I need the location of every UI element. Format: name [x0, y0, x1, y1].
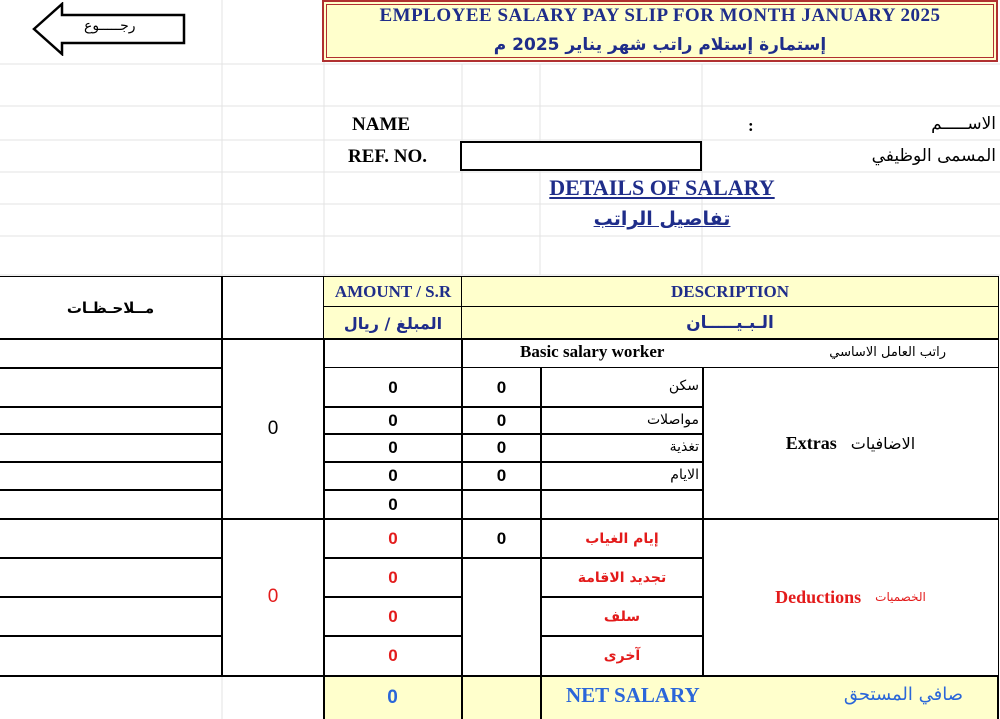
deduction-item-label: [540, 557, 704, 598]
name-label: NAME: [352, 114, 411, 135]
extras-qty-value: 0: [496, 410, 507, 430]
deductions-label-arabic: الخصميات: [875, 590, 926, 604]
extras-qty: [461, 489, 542, 520]
notes-cell[interactable]: [0, 406, 223, 435]
page-title-arabic: إستمارة إستلام راتب شهر يناير 2025 م: [493, 35, 827, 55]
extras-amount-value: 0: [388, 494, 398, 514]
extras-qty: [461, 406, 542, 435]
extras-amount: [323, 489, 463, 520]
extras-item-label: [540, 461, 704, 491]
deduction-amount: [323, 596, 463, 637]
ref-no-label: REF. NO.: [348, 146, 428, 167]
extras-qty-value: 0: [496, 466, 507, 485]
extras-qty-value: 0: [496, 377, 507, 397]
extras-amount: [323, 367, 463, 408]
extras-amount-value: 0: [388, 438, 398, 457]
back-button-label: رجـــــوع: [84, 18, 136, 34]
extras-amount-value: 0: [388, 410, 398, 430]
details-title: DETAILS OF SALARY: [549, 175, 775, 200]
extras-item-label: [540, 406, 704, 435]
extras-qty: [461, 461, 542, 491]
notes-header: مــلاحـظـات: [0, 276, 223, 340]
amount-header: AMOUNT / S.R: [323, 276, 463, 308]
notes-cell[interactable]: [0, 338, 223, 369]
extras-item-label: [540, 433, 704, 463]
deduction-qty-blank: [461, 557, 542, 676]
extras-category: [702, 367, 999, 520]
basic-salary-label: Basic salary worker: [520, 342, 665, 361]
extras-label: Extras: [785, 433, 837, 453]
extras-amount: [323, 406, 463, 435]
absence-days-qty-value: 0: [496, 528, 507, 548]
deduction-amount-value: 0: [388, 528, 398, 548]
deduction-item-label: [540, 635, 704, 676]
extras-amount: [323, 461, 463, 491]
basic-salary-label-arabic: راتب العامل الاساسي: [829, 345, 946, 360]
extras-item-text: تغذية: [669, 439, 699, 455]
deductions-total: [221, 518, 325, 676]
extras-total: [221, 338, 325, 520]
notes-cell[interactable]: [0, 433, 223, 463]
deductions-category: [702, 518, 999, 676]
deduction-item-text: تجديد الاقامة: [577, 569, 667, 586]
deduction-item-label: [540, 518, 704, 559]
notes-header-spacer: [221, 276, 325, 340]
extras-qty-value: 0: [496, 438, 507, 457]
notes-cell[interactable]: [0, 518, 223, 559]
extras-item-text: مواصلات: [646, 412, 699, 428]
net-amount-cell: [323, 675, 463, 719]
ref-no-field[interactable]: [460, 141, 702, 171]
deduction-amount: [323, 557, 463, 598]
extras-item-label: [540, 489, 704, 520]
deduction-amount-value: 0: [388, 645, 398, 665]
extras-item-text: سكن: [668, 378, 699, 394]
net-label-cell: [540, 675, 999, 719]
net-salary-label-arabic: صافي المستحق: [843, 684, 963, 705]
basic-salary-row: [461, 338, 999, 368]
details-title-arabic: تفاصيل الراتب: [593, 208, 731, 230]
job-title-label-arabic: المسمى الوظيفي: [871, 146, 996, 166]
extras-label-arabic: الاضافيات: [850, 434, 916, 453]
name-label-arabic: الاســـــم: [931, 114, 996, 134]
extras-qty: [461, 367, 542, 408]
extras-qty: [461, 433, 542, 463]
extras-amount-value: 0: [388, 466, 398, 485]
description-header: DESCRIPTION: [461, 276, 999, 308]
deductions-label: Deductions: [775, 586, 862, 607]
net-salary-label: NET SALARY: [566, 683, 700, 707]
deduction-item-text: آخرى: [603, 647, 641, 664]
name-colon: :: [748, 116, 754, 135]
description-header-arabic: الـبـيـــــان: [461, 306, 999, 340]
page-title: EMPLOYEE SALARY PAY SLIP FOR MONTH JANUARY 2025: [379, 5, 941, 26]
notes-cell[interactable]: [0, 489, 223, 520]
extras-item-text: الايام: [670, 467, 699, 483]
deduction-amount-value: 0: [388, 567, 398, 587]
notes-cell[interactable]: [0, 367, 223, 408]
deduction-item-text: إيام الغياب: [585, 530, 659, 547]
notes-cell[interactable]: [0, 596, 223, 637]
net-row-left-blank: [0, 676, 325, 719]
deduction-item-text: سلف: [603, 608, 641, 625]
deduction-amount: [323, 518, 463, 559]
net-qty-cell: [461, 675, 542, 719]
deductions-total-value: 0: [267, 586, 279, 607]
extras-amount-value: 0: [388, 377, 398, 397]
notes-cell[interactable]: [0, 557, 223, 598]
title-banner: [322, 0, 998, 62]
extras-item-label: [540, 367, 704, 408]
notes-cell[interactable]: [0, 461, 223, 491]
deduction-amount-value: 0: [388, 606, 398, 626]
amount-header-arabic: المبلغ / ريال: [323, 306, 463, 340]
back-button[interactable]: [32, 2, 187, 56]
absence-days-qty: [461, 518, 542, 559]
basic-salary-amount: [323, 338, 463, 368]
net-amount-value: 0: [387, 687, 398, 708]
deduction-item-label: [540, 596, 704, 637]
extras-amount: [323, 433, 463, 463]
extras-total-value: 0: [267, 418, 279, 439]
deduction-amount: [323, 635, 463, 676]
notes-cell[interactable]: [0, 635, 223, 676]
